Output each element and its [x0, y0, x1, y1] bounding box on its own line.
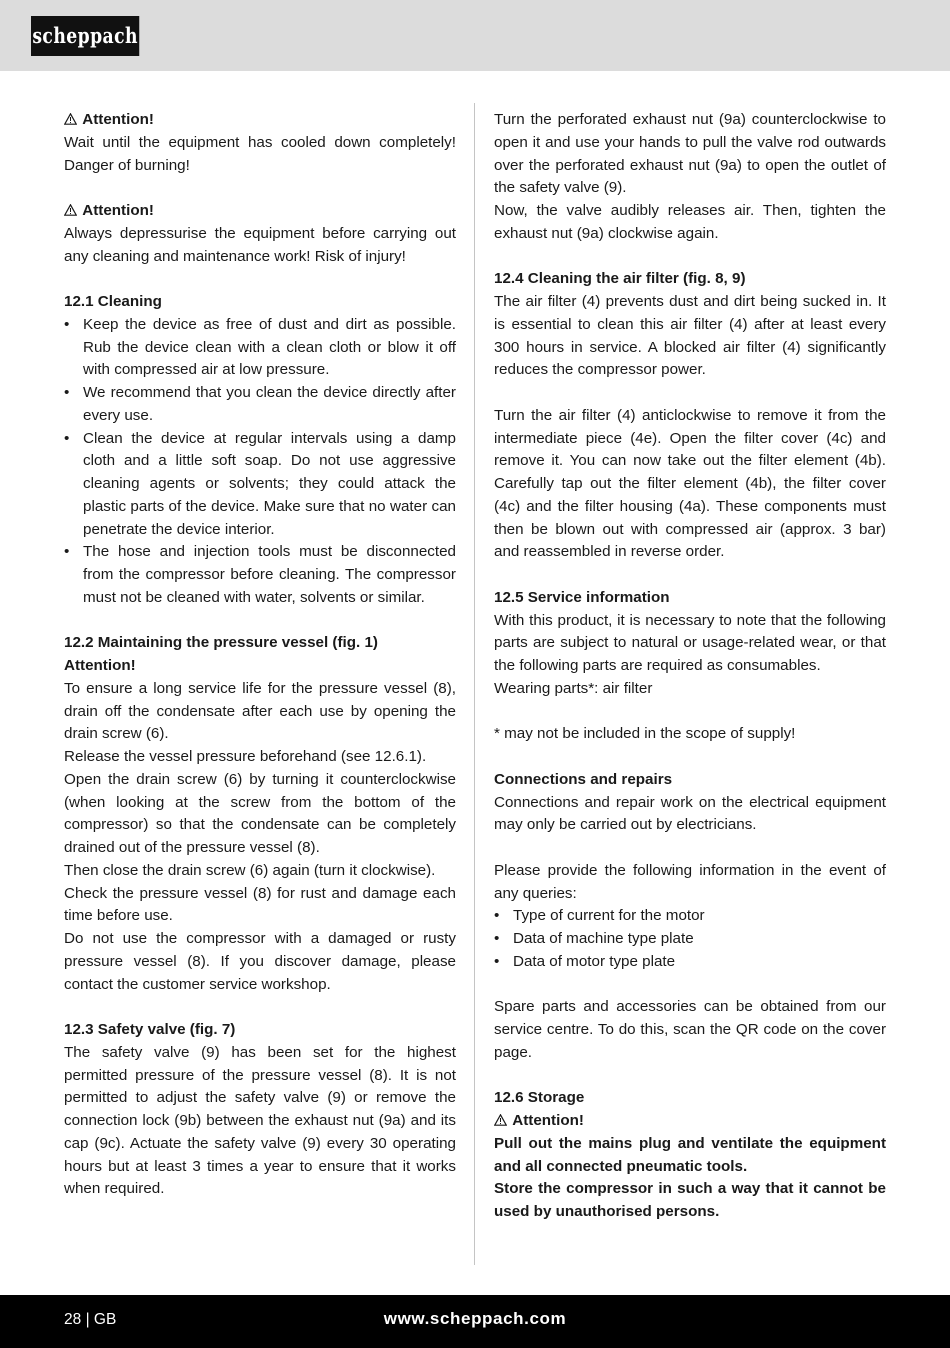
- storage-warning-text: Pull out the mains plug and ventilate the equipment and all connected pneumatic tools.: [494, 1134, 886, 1175]
- paragraph: To ensure a long service life for the pressure vessel (8), drain off the condensate after each use by opening the drain screw (6).: [64, 679, 456, 743]
- paragraph: Turn the perforated exhaust nut (9a) counterclockwise to open it and use your hands to pull the valve rod outwards over the perforated exhaust nut (9a) to open the outlet of the safety valve (9).: [494, 111, 886, 197]
- section-heading-12-2: 12.2 Maintaining the pressure vessel (fig. 1): [64, 634, 378, 652]
- list-item: • Keep the device as free of dust and dirt as possible. Rub the device clean with a clean cloth or blow it off with compressed air at low pressure.: [64, 315, 456, 379]
- paragraph: Release the vessel pressure beforehand (see 12.6.1).: [64, 748, 427, 765]
- page-footer: [0, 1295, 950, 1348]
- attention-heading: Attention!: [64, 200, 456, 223]
- queries-list: [494, 905, 886, 973]
- paragraph: Spare parts and accessories can be obtained from our service centre. To do this, scan the QR code on the cover page.: [494, 998, 886, 1061]
- scheppach-logo: scheppach: [31, 16, 139, 56]
- paragraph: Please provide the following information in the event of any queries:: [494, 861, 886, 902]
- list-item: • Type of current for the motor: [494, 907, 705, 925]
- section-heading-12-4: 12.4 Cleaning the air filter (fig. 8, 9): [494, 270, 746, 288]
- paragraph: Open the drain screw (6) by turning it counterclockwise (when looking at the screw from the bottom of the compressor) so that the condensate can be completely drained out of the pressure vessel (8).: [64, 770, 456, 856]
- page-number: 28 | GB: [64, 1311, 117, 1328]
- cleaning-list: [64, 314, 456, 610]
- paragraph: Check the pressure vessel (8) for rust and damage each time before use.: [64, 884, 456, 925]
- list-item: • The hose and injection tools must be disconnected from the compressor before cleaning. The compressor must not be cleaned with water, solvents or similar.: [64, 543, 456, 606]
- left-column: [64, 109, 456, 1201]
- paragraph: Wearing parts*: air filter: [494, 679, 653, 697]
- paragraph: Do not use the compressor with a damaged or rusty pressure vessel (8). If you discover damage, please contact the customer service workshop.: [64, 930, 456, 993]
- attention-label: Attention!: [64, 657, 136, 674]
- attention-heading: Attention!: [494, 1110, 886, 1133]
- warning-triangle-icon: [64, 109, 78, 132]
- paragraph: Then close the drain screw (6) again (turn it clockwise).: [64, 861, 436, 879]
- list-item: • Clean the device at regular intervals using a damp cloth and a little soft soap. Do not use aggressive cleaning agents or solvents; they could attack the plastic parts of the device. Make sure that no water can penetrate the device interior.: [64, 429, 456, 538]
- section-heading-connections: Connections and repairs: [494, 770, 673, 788]
- attention-text: Always depressurise the equipment before carrying out any cleaning and maintenance work! Risk of injury!: [64, 224, 456, 265]
- section-heading-12-5: 12.5 Service information: [494, 588, 670, 606]
- attention-text: Wait until the equipment has cooled down completely! Danger of burning!: [64, 133, 456, 174]
- section-heading-12-1: 12.1 Cleaning: [64, 293, 162, 310]
- paragraph: The air filter (4) prevents dust and dirt being sucked in. It is essential to clean this air filter (4) after at least every 300 hours in service. A blocked air filter (4) significantly reduces the compressor power.: [494, 293, 886, 379]
- footnote: * may not be included in the scope of supply!: [494, 725, 796, 743]
- attention-heading: Attention!: [64, 109, 456, 132]
- paragraph: With this product, it is necessary to note that the following parts are subject to natural or usage-related wear, or that the following parts are required as consumables.: [494, 611, 886, 674]
- paragraph: Connections and repair work on the electrical equipment may only be carried out by electricians.: [494, 793, 886, 834]
- section-heading-12-3: 12.3 Safety valve (fig. 7): [64, 1021, 236, 1038]
- list-item: • We recommend that you clean the device directly after every use.: [64, 384, 456, 424]
- warning-triangle-icon: [494, 1110, 508, 1133]
- column-divider: [474, 103, 475, 1265]
- paragraph: Now, the valve audibly releases air. Then, tighten the exhaust nut (9a) clockwise again.: [494, 202, 886, 242]
- page-header: [0, 0, 950, 71]
- paragraph: Turn the air filter (4) anticlockwise to remove it from the intermediate piece (4e). Open the filter cover (4c) and remove it. You can now take out the filter element (4b). Carefully tap out the filter element (4b), the filter cover (4c) and the filter housing (4a). These components must then be blown out with compressed air (approx. 3 bar) and reassembled in reverse order.: [494, 406, 886, 561]
- list-item: • Data of motor type plate: [494, 952, 676, 970]
- storage-warning-text: Store the compressor in such a way that it cannot be used by unauthorised persons.: [494, 1180, 886, 1220]
- list-item: • Data of machine type plate: [494, 930, 694, 947]
- warning-triangle-icon: [64, 200, 78, 223]
- section-heading-12-6: 12.6 Storage: [494, 1089, 585, 1107]
- right-column: [494, 109, 886, 1224]
- website-url: www.scheppach.com: [383, 1309, 567, 1328]
- paragraph: The safety valve (9) has been set for the highest permitted pressure of the pressure vessel (8). It is not permitted to adjust the safety valve (9) or remove the connection lock (9b) between the exhaust nut (9a) and its cap (9c). Actuate the safety valve (9) every 30 operating hours but at least 3 times a year to ensure that it works when required.: [64, 1043, 456, 1198]
